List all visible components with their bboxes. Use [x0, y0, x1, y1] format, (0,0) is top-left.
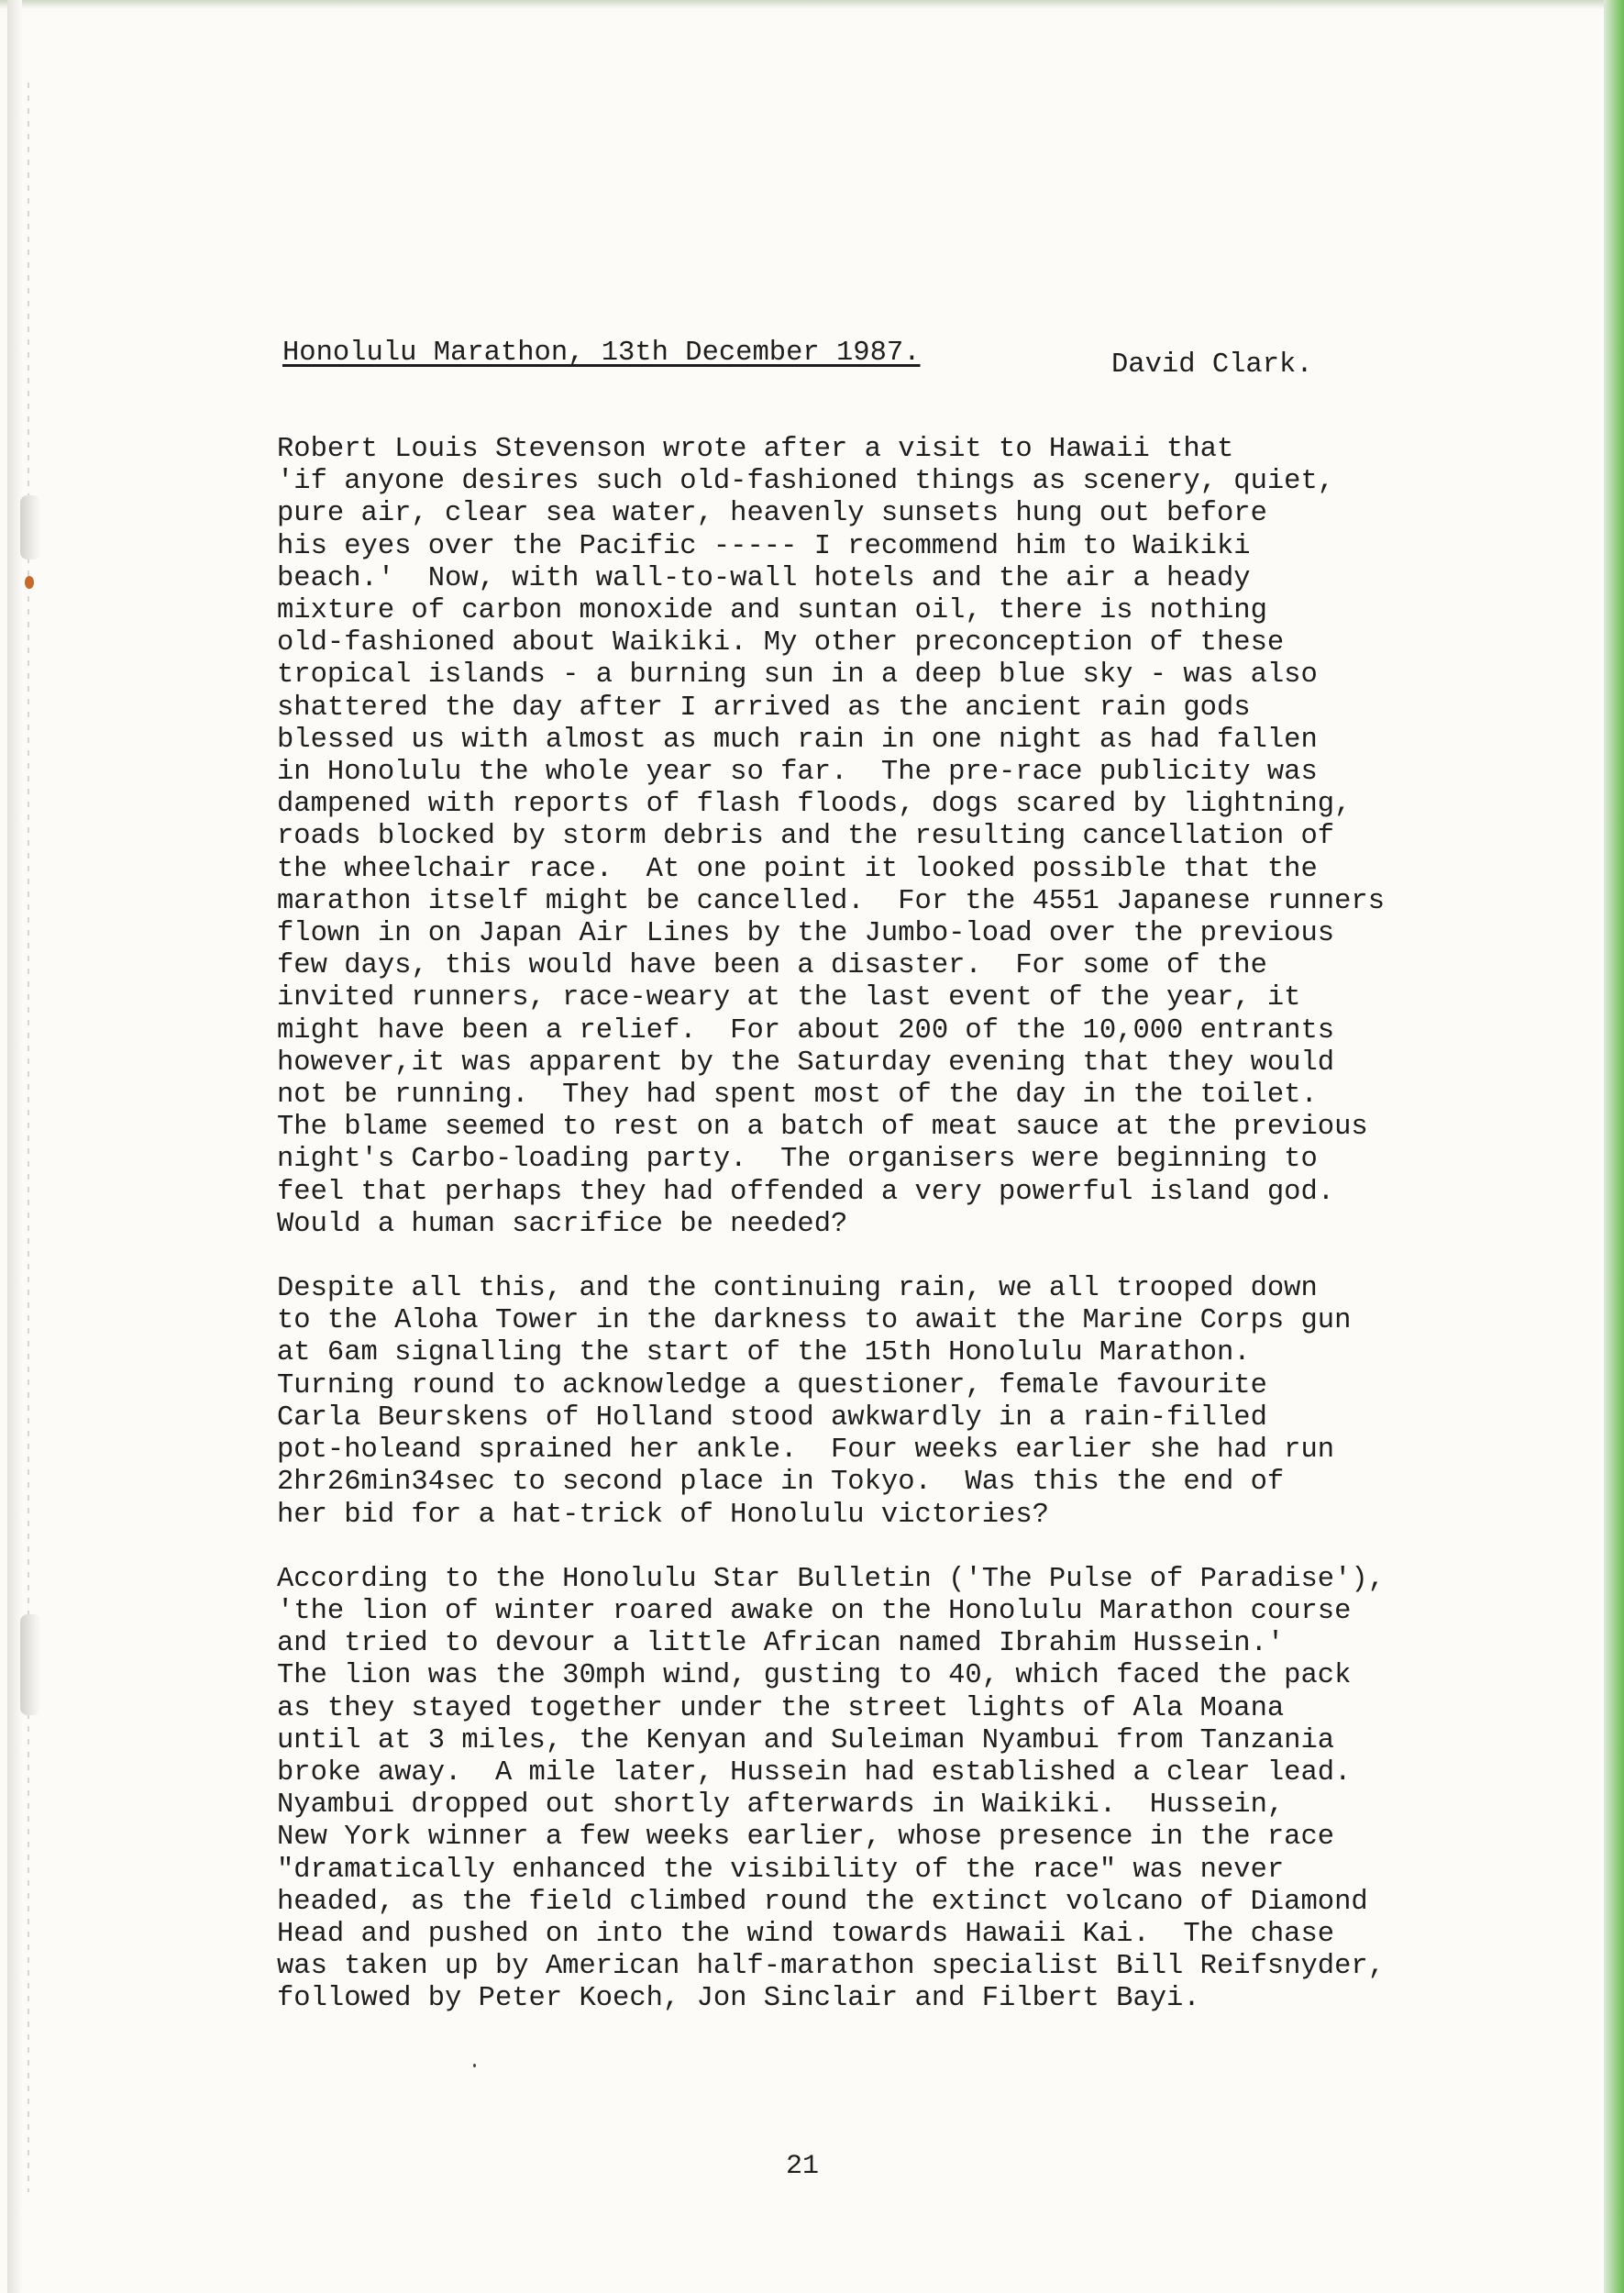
staple-rust-mark	[25, 576, 34, 589]
ink-speck	[473, 2064, 476, 2067]
binding-fold	[20, 495, 40, 559]
article-header	[277, 338, 1561, 383]
article-body	[277, 338, 1561, 2016]
paragraph: According to the Honolulu Star Bulletin ('The Pulse of Paradise'), 'the lion of winter roared awake on the Honolulu Marathon course and tried to devour a little African named Ibrahim Hussein.' The lion was the 30mph wind, gusting to 40, which faced the pack as they stayed together under the street lights of Ala Moana until at 3 miles, the Kenyan and Suleiman Nyambui from Tanzania broke away. A mile later, Hussein had established a clear lead. Nyambui dropped out shortly afterwards in Waikiki. Hussein, New York winner a few weeks earlier, whose presence in the race "dramatically enhanced the visibility of the race" was never headed, as the field climbed round the extinct volcano of Diamond Head and pushed on into the wind towards Hawaii Kai. The chase was taken up by American half-marathon specialist Bill Reifsnyder, followed by Peter Koech, Jon Sinclair and Filbert Bayi.	[277, 1563, 1385, 2015]
article-title: Honolulu Marathon, 13th December 1987.	[282, 338, 921, 369]
page-top-edge	[0, 0, 1624, 9]
article-author: David Clark.	[1111, 349, 1313, 381]
binding-stitch-line	[28, 83, 29, 2192]
binding-fold	[20, 1614, 40, 1715]
paragraph: Robert Louis Stevenson wrote after a visit to Hawaii that 'if anyone desires such old-fashioned things as scenery, quiet, pure air, clear sea water, heavenly sunsets hung out before his eyes over the Pacific ----- I recommend him to Waikiki beach.' Now, with wall-to-wall hotels and the air a heady mixture of carbon monoxide and suntan oil, there is nothing old-fashioned about Waikiki. My other preconception of these tropical islands - a burning sun in a deep blue sky - was also shattered the day after I arrived as the ancient rain gods blessed us with almost as much rain in one night as had fallen in Honolulu the whole year so far. The pre-race publicity was dampened with reports of flash floods, dogs scared by lightning, roads blocked by storm debris and the resulting cancellation of the wheelchair race. At one point it looked possible that the marathon itself might be cancelled. For the 4551 Japanese runners flown in on Japan Air Lines by the Jumbo-load over the previous few days, this would have been a disaster. For some of the invited runners, race-weary at the last event of the year, it might have been a relief. For about 200 of the 10,000 entrants however,it was apparent by the Saturday evening that they would not be running. They had spent most of the day in the toilet. The blame seemed to rest on a batch of meat sauce at the previous night's Carbo-loading party. The organisers were beginning to feel that perhaps they had offended a very powerful island god. Would a human sacrifice be needed?	[277, 434, 1385, 1240]
green-cover-edge	[1604, 0, 1624, 2293]
binding-shadow	[7, 0, 22, 2293]
page-number: 21	[786, 2151, 820, 2182]
paragraph: Despite all this, and the continuing rain, we all trooped down to the Aloha Tower in the darkness to await the Marine Corps gun at 6am signalling the start of the 15th Honolulu Marathon. Turning round to acknowledge a questioner, female favourite Carla Beurskens of Holland stood awkwardly in a rain-filled pot-holeand sprained her ankle. Four weeks earlier she had run 2hr26min34sec to second place in Tokyo. Was this the end of her bid for a hat-trick of Honolulu victories?	[277, 1273, 1352, 1531]
